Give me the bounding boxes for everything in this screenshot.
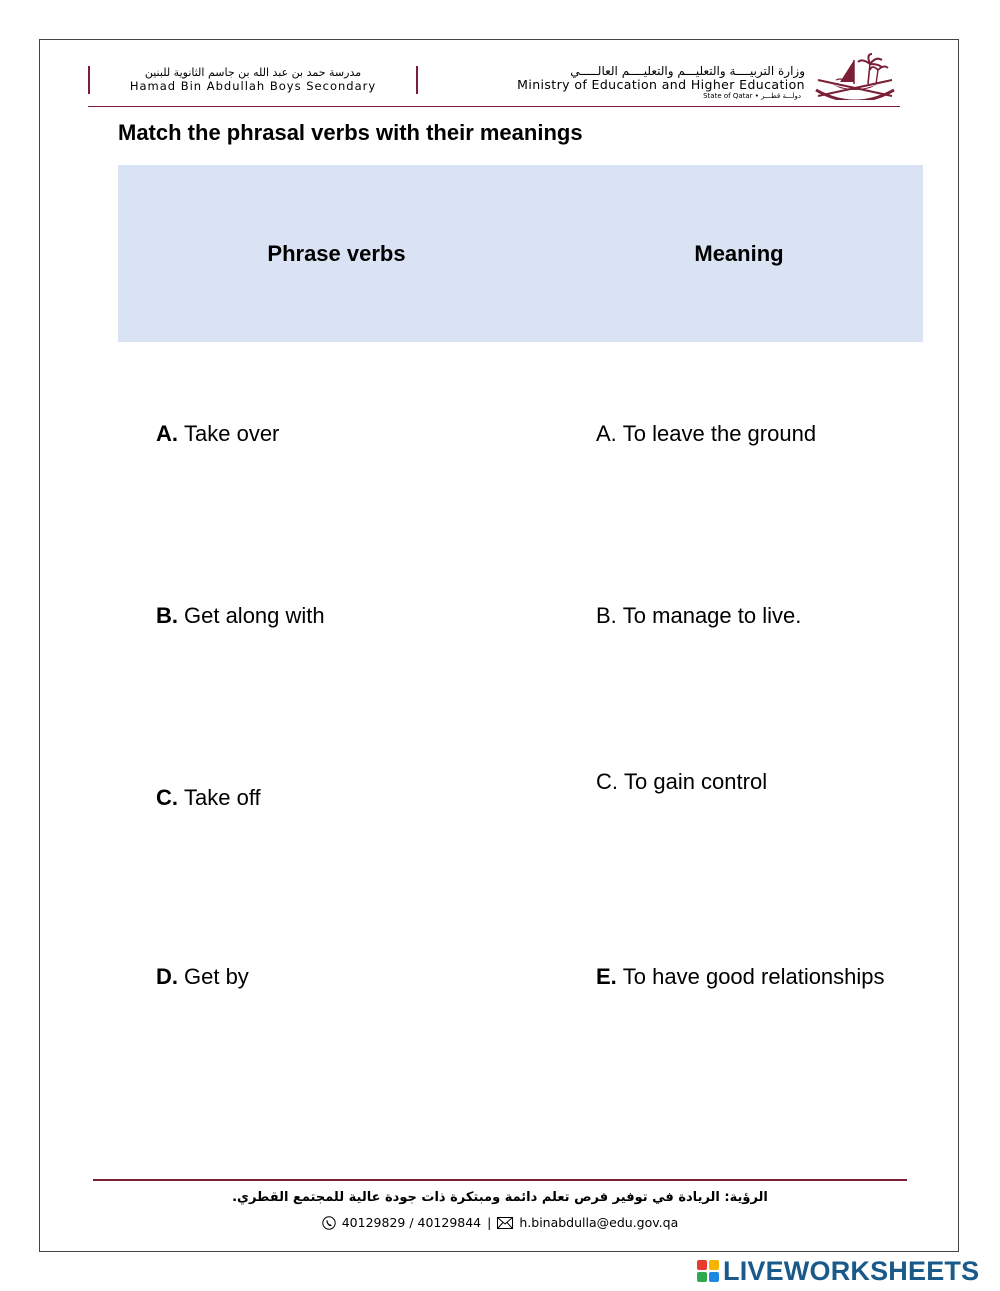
phrase-text: Take over (184, 421, 280, 446)
state-of-qatar-label: State of Qatar • دولـــة قطـــر (703, 92, 801, 100)
brand-name: LIVEWORKSHEETS (723, 1255, 980, 1286)
phrase-text: Take off (184, 785, 261, 810)
column-header-phrase-verbs: Phrase verbs (267, 241, 406, 266)
phrase-item (156, 964, 249, 990)
contact-line (300, 1215, 700, 1230)
table-header (118, 165, 923, 342)
qatar-emblem-icon (810, 50, 900, 100)
meaning-letter: B. (596, 603, 617, 628)
phrase-text: Get by (184, 964, 249, 989)
meaning-text: To manage to live. (622, 603, 802, 628)
worksheet-title: Match the phrasal verbs with their meanings (118, 120, 583, 145)
phrase-text: Get along with (184, 603, 325, 628)
ministry-name-arabic: وزارة التربيــــة والتعليـــم والتعليــــم العالـــــي (570, 64, 805, 78)
header-divider (88, 106, 900, 107)
meaning-text: To gain control (624, 769, 768, 794)
phone-numbers: 40129829 / 40129844 (341, 1215, 482, 1230)
contact-separator: | (487, 1215, 492, 1230)
phrase-item (156, 421, 279, 447)
phrase-letter: C. (156, 785, 178, 810)
liveworksheets-brand[interactable] (697, 1256, 979, 1286)
email-link[interactable]: h.binabdulla@edu.gov.qa (519, 1215, 679, 1230)
phrase-item (156, 785, 261, 811)
meaning-letter: A. (596, 421, 617, 446)
ministry-name-block (455, 64, 805, 100)
vision-statement: الرؤية: الريادة في توفير فرص تعلم دائمة ومبتكرة ذات جودة عالية للمجتمع القطري. (232, 1190, 768, 1205)
meaning-item (596, 964, 885, 990)
phone-icon (322, 1216, 336, 1230)
phrase-letter: D. (156, 964, 178, 989)
envelope-icon (497, 1217, 513, 1229)
footer-divider (93, 1179, 907, 1181)
meaning-text: To have good relationships (622, 964, 885, 989)
phrase-item (156, 603, 325, 629)
meaning-item (596, 603, 801, 629)
column-header-meaning: Meaning (694, 241, 784, 266)
school-name-block (88, 66, 418, 94)
school-name-arabic: مدرسة حمد بن عبد الله بن جاسم الثانوية للبنين (144, 66, 362, 79)
school-name-english: Hamad Bin Abdullah Boys Secondary (129, 79, 377, 93)
phrase-letter: B. (156, 603, 178, 628)
meaning-item (596, 421, 816, 447)
liveworksheets-logo-icon (697, 1260, 719, 1282)
meaning-text: To leave the ground (622, 421, 817, 446)
meaning-letter: E. (596, 964, 617, 989)
phrase-letter: A. (156, 421, 178, 446)
ministry-name-english: Ministry of Education and Higher Education (517, 77, 805, 92)
meaning-letter: C. (596, 769, 618, 794)
meaning-item (596, 769, 767, 795)
